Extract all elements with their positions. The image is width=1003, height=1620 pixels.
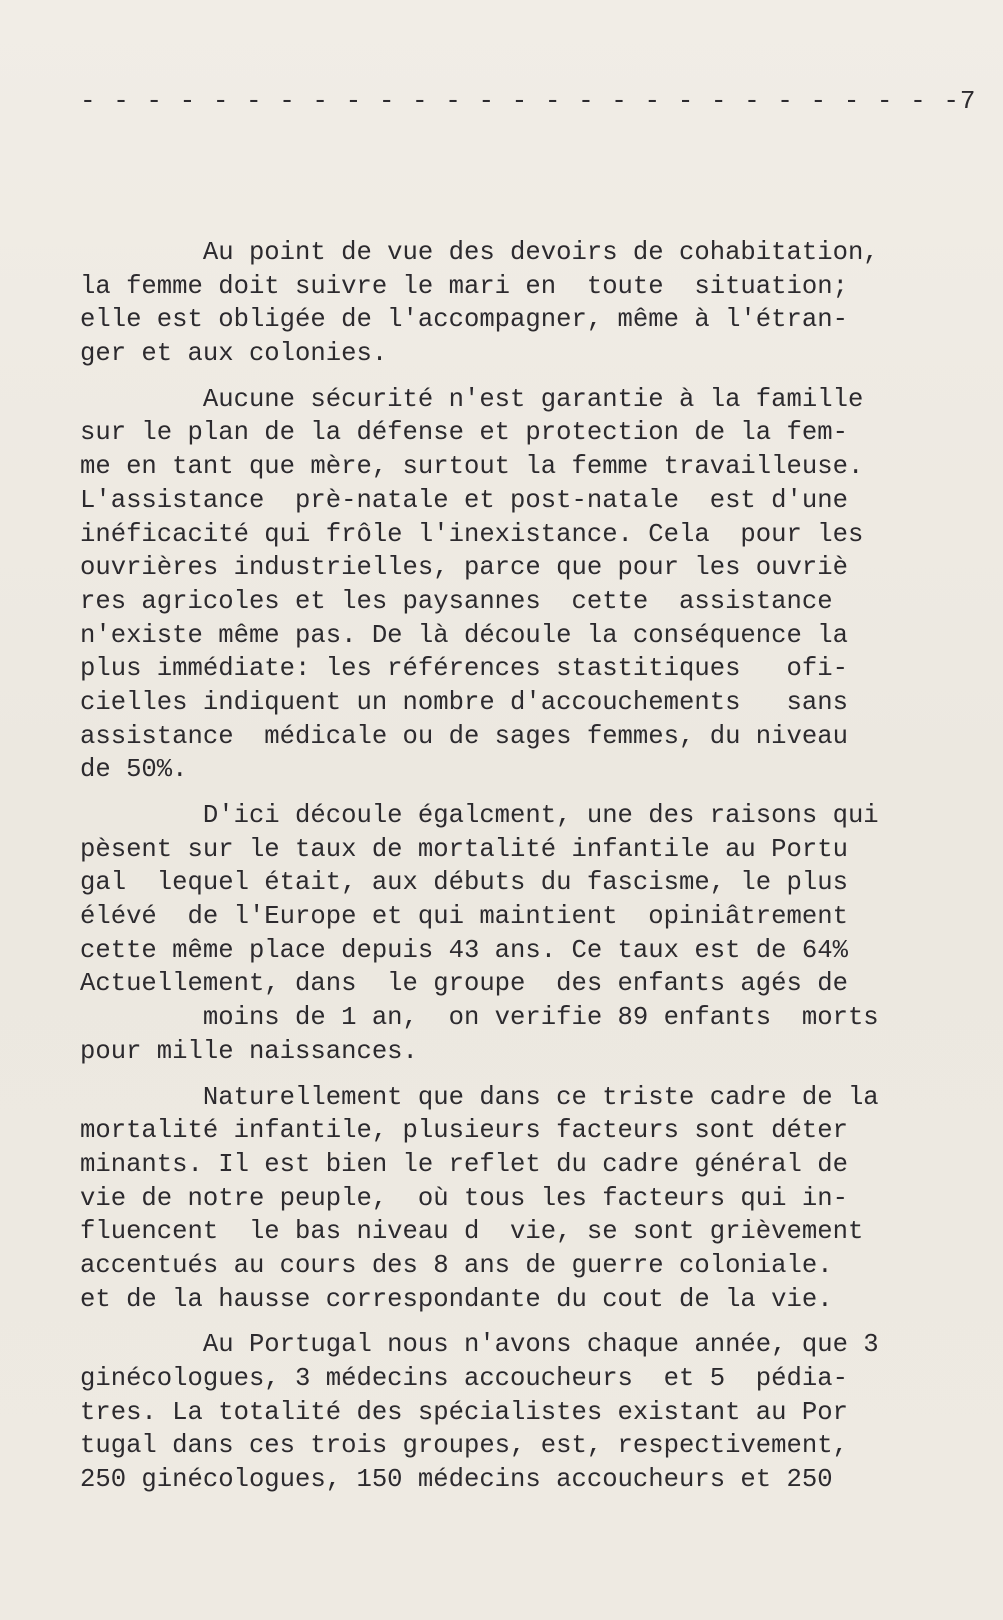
paragraph-facteurs <box>80 1081 892 1317</box>
text-line: res agricoles et les paysannes cette assistance <box>80 586 833 616</box>
text-line: D'ici découle égalcment, une des raisons qui <box>80 801 879 830</box>
text-line: L'assistance prè-natale et post-natale est d'une <box>80 485 848 515</box>
text-line: ger et aux colonies. <box>80 339 388 369</box>
text-line: assistance médicale ou de sages femmes, du niveau <box>80 721 848 751</box>
page-body <box>80 236 892 1509</box>
text-line: inéficacité qui frôle l'inexistance. Cela pour les <box>80 519 864 549</box>
text-line: Aucune sécurité n'est garantie à la famille <box>80 384 864 414</box>
text-line: moins de 1 an, on verifie 89 enfants morts <box>80 1003 879 1033</box>
text-line: ouvrières industrielles, parce que pour les ouvriè <box>80 553 848 583</box>
text-line: Actuellement, dans le groupe des enfants agés de <box>80 969 848 999</box>
text-line: la femme doit suivre le mari en toute situation; <box>80 271 848 301</box>
text-line: sur le plan de la défense et protection de la fem- <box>80 418 848 448</box>
text-line: tugal dans ces trois groupes, est, respectivement, <box>80 1431 848 1461</box>
text-line: accentués au cours des 8 ans de guerre coloniale. <box>80 1250 833 1280</box>
paragraph-securite <box>80 383 892 787</box>
paragraph-specialistes <box>80 1328 892 1496</box>
text-line: pèsent sur le taux de mortalité infantile au Portu <box>80 834 848 864</box>
text-line: ginécologues, 3 médecins accoucheurs et 5 pédia- <box>80 1364 848 1393</box>
text-line: cette même place depuis 43 ans. Ce taux est de 64% <box>80 935 848 965</box>
text-line: et de la hausse correspondante du cout de la vie. <box>80 1284 833 1314</box>
text-line: Naturellement que dans ce triste cadre de la <box>80 1082 879 1112</box>
text-line: minants. Il est bien le reflet du cadre général de <box>80 1149 848 1179</box>
text-line: Au Portugal nous n'avons chaque année, que 3 <box>80 1330 879 1360</box>
text-line: de 50%. <box>80 755 188 785</box>
page-header-number: - - - - - - - - - - - - - - - - - - - - - - - - - - -7 <box>80 86 977 116</box>
text-line: élévé de l'Europe et qui maintient opiniâtrement <box>80 902 848 932</box>
text-line: n'existe même pas. De là découle la conséquence la <box>80 620 848 650</box>
text-line: mortalité infantile, plusieurs facteurs sont déter <box>80 1116 848 1146</box>
text-line: Au point de vue des devoirs de cohabitation, <box>80 238 879 267</box>
paragraph-mortalite <box>80 799 892 1069</box>
text-line: plus immédiate: les références stastitiques ofi- <box>80 654 848 684</box>
text-line: pour mille naissances. <box>80 1036 418 1066</box>
text-line: me en tant que mère, surtout la femme travailleuse. <box>80 452 864 482</box>
text-line: vie de notre peuple, où tous les facteurs qui in- <box>80 1183 848 1213</box>
text-line: tres. La totalité des spécialistes existant au Por <box>80 1397 848 1427</box>
text-line: cielles indiquent un nombre d'accouchements sans <box>80 687 848 717</box>
text-line: 250 ginécologues, 150 médecins accoucheurs et 250 <box>80 1465 833 1495</box>
text-line: elle est obligée de l'accompagner, même à l'étran- <box>80 305 848 335</box>
text-line: gal lequel était, aux débuts du fascisme, le plus <box>80 868 848 898</box>
paragraph-cohabitation <box>80 236 892 371</box>
text-line: fluencent le bas niveau d vie, se sont grièvement <box>80 1217 864 1247</box>
